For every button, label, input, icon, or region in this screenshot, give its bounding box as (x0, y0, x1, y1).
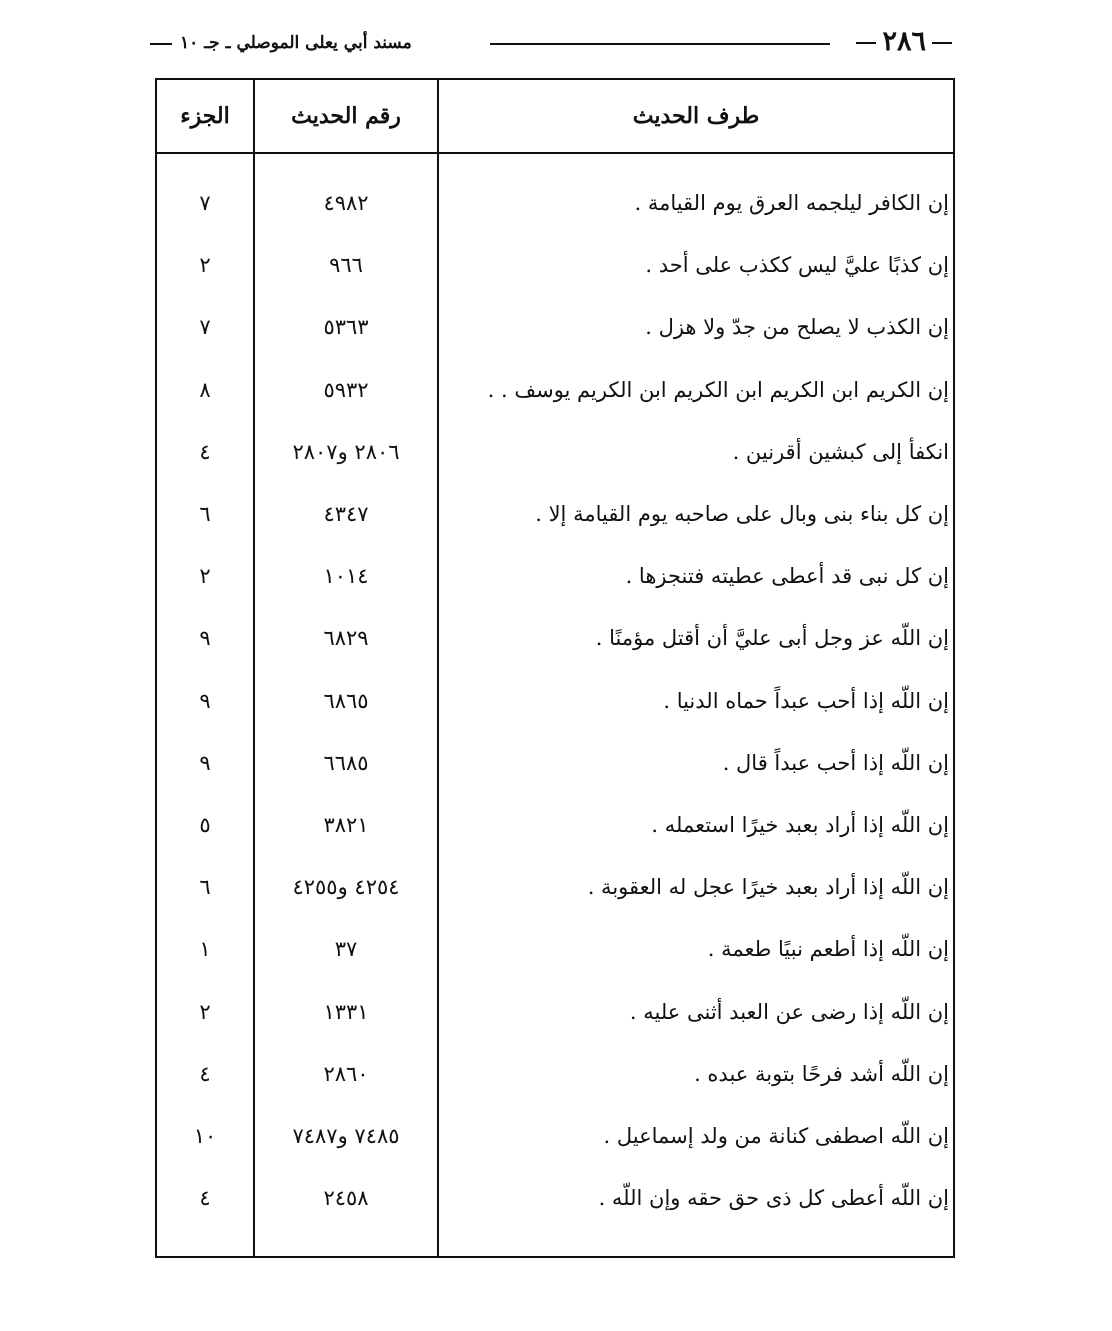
table-row (157, 607, 953, 669)
header-hadith-number: رقم الحديث (291, 103, 401, 129)
volume-number: ٧ (199, 191, 211, 216)
volume-number: ١ (199, 937, 211, 962)
running-header (150, 24, 958, 64)
hadith-number: ٦٨٢٩ (323, 626, 369, 651)
table-row (157, 1167, 953, 1229)
hadith-text: إن اللّه إذا رضى عن العبد أثنى عليه . (629, 999, 949, 1024)
hadith-text: إن اللّه إذا أحب عبداً حماه الدنيا . (663, 688, 949, 713)
page-number: ٢٨٦ (850, 26, 958, 58)
hadith-number: ١٣٣١ (323, 999, 369, 1024)
hadith-text: إن اللّه إذا أحب عبداً قال . (722, 750, 949, 775)
volume-number: ٦ (199, 502, 211, 527)
volume-number: ٥ (199, 812, 211, 837)
table-row (157, 483, 953, 545)
hadith-text: إن الكذب لا يصلح من جدّ ولا هزل . (645, 315, 949, 340)
table-row (157, 1043, 953, 1105)
table-row (157, 1105, 953, 1167)
header-volume: الجزء (180, 103, 230, 129)
hadith-number: ٦٨٦٥ (323, 688, 369, 713)
hadith-text: إن اللّه اصطفى كنانة من ولد إسماعيل . (603, 1123, 949, 1148)
table-body (157, 172, 953, 1229)
hadith-number: ٥٩٣٢ (323, 377, 369, 402)
table-row (157, 980, 953, 1042)
volume-number: ٢ (199, 999, 211, 1024)
table-row (157, 732, 953, 794)
header-hadith-text: طرف الحديث (632, 103, 760, 129)
hadith-index-table (155, 78, 955, 1258)
hadith-text: إن كل بناء بنى وبال على صاحبه يوم القيامة إلا . (535, 502, 949, 527)
table-row (157, 918, 953, 980)
hadith-number: ٥٣٦٣ (323, 315, 369, 340)
table-row (157, 794, 953, 856)
volume-number: ٩ (199, 626, 211, 651)
volume-number: ٤ (199, 1186, 211, 1211)
hadith-text: إن الكريم ابن الكريم ابن الكريم ابن الكريم يوسف . . (487, 377, 949, 402)
hadith-number: ٤٩٨٢ (323, 191, 369, 216)
header-rule (490, 43, 830, 45)
volume-number: ٢ (199, 253, 211, 278)
hadith-text: إن الكافر ليلجمه العرق يوم القيامة . (634, 191, 949, 216)
hadith-number: ٩٦٦ (329, 253, 363, 278)
hadith-text: إن اللّه أشد فرحًا بتوبة عبده . (694, 1061, 949, 1086)
volume-number: ٩ (199, 688, 211, 713)
table-row (157, 172, 953, 234)
hadith-text: إن اللّه عز وجل أبى عليَّ أن أقتل مؤمنًا . (595, 626, 949, 651)
book-title: مسند أبي يعلى الموصلي ـ جـ ١٠ (150, 30, 412, 56)
volume-number: ٩ (199, 750, 211, 775)
hadith-text: إن اللّه أعطى كل ذى حق حقه وإن اللّه . (598, 1186, 949, 1211)
hadith-text: إن اللّه إذا أراد بعبد خيرًا عجل له العقوبة . (587, 875, 949, 900)
volume-number: ٢ (199, 564, 211, 589)
table-row (157, 856, 953, 918)
hadith-number: ٣٨٢١ (323, 812, 369, 837)
hadith-text: إن اللّه إذا أراد بعبد خيرًا استعمله . (651, 812, 949, 837)
hadith-number: ٤٢٥٤ و٤٢٥٥ (292, 875, 400, 900)
hadith-number: ٢٨٦٠ (323, 1061, 369, 1086)
volume-number: ١٠ (193, 1123, 217, 1148)
table-row (157, 234, 953, 296)
hadith-number: ٢٨٠٦ و٢٨٠٧ (292, 439, 400, 464)
hadith-number: ٧٤٨٥ و٧٤٨٧ (292, 1123, 400, 1148)
hadith-number: ٤٣٤٧ (323, 502, 369, 527)
hadith-number: ٦٦٨٥ (323, 750, 369, 775)
hadith-text: انكفأ إلى كبشين أقرنين . (732, 439, 949, 464)
hadith-number: ٣٧ (334, 937, 358, 962)
table-header-row (157, 80, 953, 154)
table-row (157, 296, 953, 358)
table-row (157, 670, 953, 732)
table-row (157, 545, 953, 607)
table-row (157, 421, 953, 483)
hadith-number: ٢٤٥٨ (323, 1186, 369, 1211)
volume-number: ٤ (199, 439, 211, 464)
table-row (157, 359, 953, 421)
volume-number: ٧ (199, 315, 211, 340)
hadith-number: ١٠١٤ (323, 564, 369, 589)
hadith-text: إن كذبًا عليَّ ليس ككذب على أحد . (645, 253, 949, 278)
volume-number: ٦ (199, 875, 211, 900)
volume-number: ٤ (199, 1061, 211, 1086)
hadith-text: إن اللّه إذا أطعم نبيًا طعمة . (707, 937, 949, 962)
hadith-text: إن كل نبى قد أعطى عطيته فتنجزها . (625, 564, 949, 589)
volume-number: ٨ (199, 377, 211, 402)
